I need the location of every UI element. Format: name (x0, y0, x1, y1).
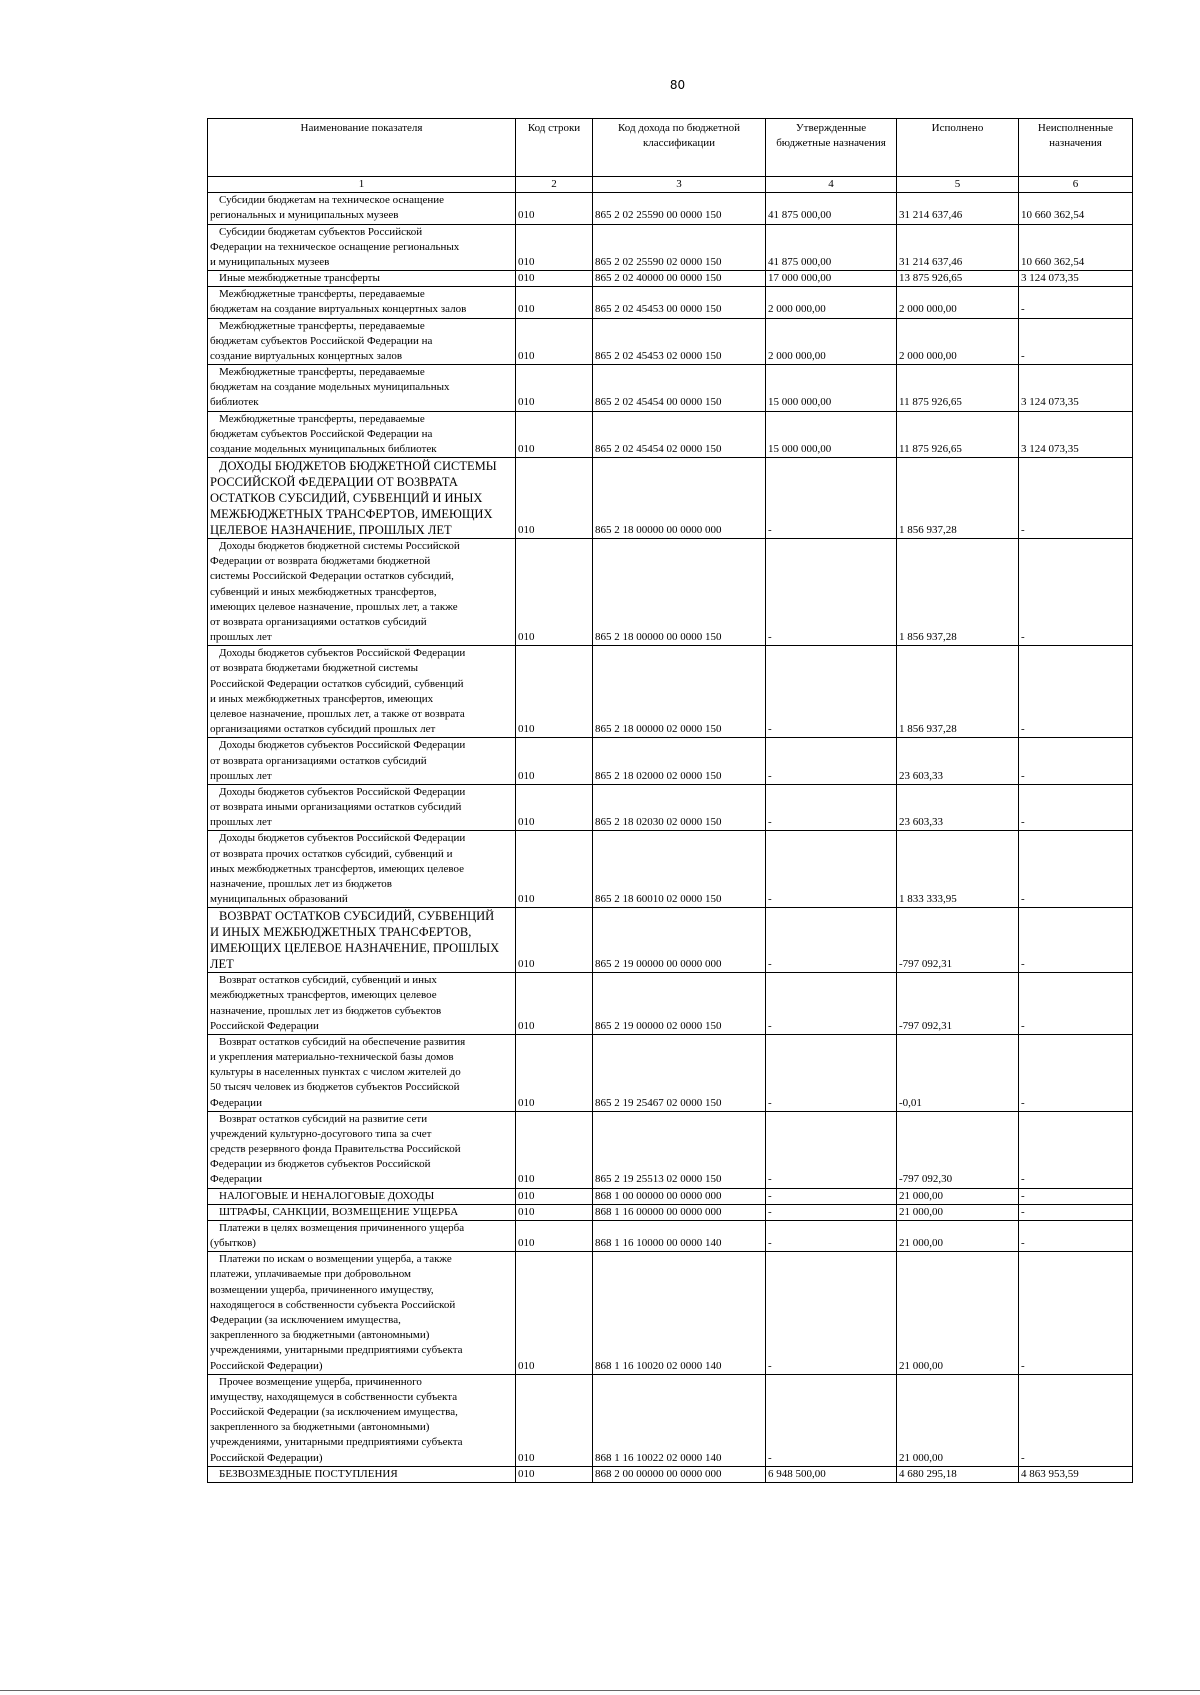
row-kbk: 868 1 00 00000 00 0000 000 (593, 1188, 766, 1204)
row-name-line: Прочее возмещение ущерба, причиненного (219, 1375, 422, 1388)
row-code: 010 (516, 1374, 593, 1466)
row-name-line: целевое назначение, прошлых лет, а также от возврата (210, 707, 465, 720)
row-executed: 31 214 637,46 (897, 224, 1019, 271)
row-unexecuted: - (1019, 831, 1133, 908)
row-name-line: Доходы бюджетов субъектов Российской Федерации (219, 785, 466, 798)
row-name-line: и укрепления материально-технической базы домов (210, 1051, 454, 1064)
row-code: 010 (516, 224, 593, 271)
row-executed: 23 603,33 (897, 738, 1019, 785)
row-approved: - (766, 908, 897, 973)
row-name-line: прошлых лет (210, 631, 272, 644)
row-unexecuted: - (1019, 1252, 1133, 1374)
row-executed: 1 856 937,28 (897, 539, 1019, 646)
row-name-line: Российской Федерации) (210, 1451, 323, 1464)
row-name-line: иных межбюджетных трансфертов, имеющих целевое (210, 862, 465, 875)
row-unexecuted: 10 660 362,54 (1019, 193, 1133, 224)
row-kbk: 868 2 00 00000 00 0000 000 (593, 1466, 766, 1482)
row-executed: 2 000 000,00 (897, 318, 1019, 365)
row-approved: 2 000 000,00 (766, 318, 897, 365)
table-body (208, 193, 1133, 1483)
table-row (208, 1188, 1133, 1204)
table-row (208, 539, 1133, 646)
row-code: 010 (516, 193, 593, 224)
row-name-line: Субсидии бюджетам на техническое оснащение (219, 194, 445, 207)
row-name-line: средств резервного фонда Правительства Российской (210, 1143, 461, 1156)
row-kbk: 868 1 16 10020 02 0000 140 (593, 1252, 766, 1374)
row-name-line: от возврата организациями остатков субсидий (210, 754, 427, 767)
row-name-line: имеющих целевое назначение, прошлых лет, а также (210, 600, 458, 613)
row-unexecuted: 3 124 073,35 (1019, 411, 1133, 458)
row-name-line: назначение, прошлых лет из бюджетов (210, 877, 392, 890)
row-name (208, 318, 516, 365)
table-row (208, 738, 1133, 785)
row-approved: - (766, 1374, 897, 1466)
row-executed: 23 603,33 (897, 784, 1019, 831)
row-kbk: 865 2 18 00000 00 0000 150 (593, 539, 766, 646)
table-row (208, 287, 1133, 318)
row-code: 010 (516, 1111, 593, 1188)
row-name-line: библиотек (210, 396, 259, 409)
row-approved: 41 875 000,00 (766, 224, 897, 271)
row-name-line: бюджетам на создание виртуальных концертных залов (210, 303, 467, 316)
row-name-line: Федерации (210, 1096, 262, 1109)
row-name (208, 287, 516, 318)
row-approved: - (766, 973, 897, 1035)
row-name-line: ДОХОДЫ БЮДЖЕТОВ БЮДЖЕТНОЙ СИСТЕМЫ (219, 459, 497, 474)
row-name-line: И ИНЫХ МЕЖБЮДЖЕТНЫХ ТРАНСФЕРТОВ, (210, 925, 472, 940)
row-approved: - (766, 738, 897, 785)
row-approved: - (766, 1220, 897, 1251)
row-executed: 11 875 926,65 (897, 411, 1019, 458)
budget-report-table (207, 118, 1133, 1483)
row-name-line: и иных межбюджетных трансфертов, имеющих (210, 692, 434, 705)
row-code: 010 (516, 784, 593, 831)
row-name-line: Российской Федерации (210, 1019, 319, 1032)
row-name-line: организациями остатков субсидий прошлых лет (210, 723, 436, 736)
row-kbk: 865 2 02 45454 02 0000 150 (593, 411, 766, 458)
row-name-line: Возврат остатков субсидий на развитие сети (219, 1112, 428, 1125)
row-name-line: учреждений культурно-досугового типа за счет (210, 1127, 432, 1140)
table-row (208, 271, 1133, 287)
row-code: 010 (516, 973, 593, 1035)
header-kbk: Код дохода по бюджетной классификации (593, 119, 766, 177)
row-name-line: находящегося в собственности субъекта Российской (210, 1298, 456, 1311)
row-name-line: Межбюджетные трансферты, передаваемые (219, 412, 425, 425)
row-name-line: МЕЖБЮДЖЕТНЫХ ТРАНСФЕРТОВ, ИМЕЮЩИХ (210, 507, 493, 522)
row-name-line: Субсидии бюджетам субъектов Российской (219, 225, 423, 238)
table-row (208, 411, 1133, 458)
row-code: 010 (516, 1252, 593, 1374)
table-row (208, 1204, 1133, 1220)
row-kbk: 865 2 02 25590 00 0000 150 (593, 193, 766, 224)
row-code: 010 (516, 646, 593, 738)
row-unexecuted: - (1019, 539, 1133, 646)
row-kbk: 865 2 18 60010 02 0000 150 (593, 831, 766, 908)
row-kbk: 865 2 18 00000 02 0000 150 (593, 646, 766, 738)
row-name (208, 224, 516, 271)
header-number: 3 (593, 177, 766, 193)
row-name-line: платежи, уплачиваемые при добровольном (210, 1268, 412, 1281)
row-name-line: 50 тысяч человек из бюджетов субъектов Российской (210, 1081, 460, 1094)
row-executed: -797 092,31 (897, 973, 1019, 1035)
row-name-line: бюджетам субъектов Российской Федерации на (210, 427, 433, 440)
row-name (208, 831, 516, 908)
row-kbk: 865 2 18 02000 02 0000 150 (593, 738, 766, 785)
table-row (208, 784, 1133, 831)
row-name-line: Доходы бюджетов субъектов Российской Федерации (219, 832, 466, 845)
row-approved: 2 000 000,00 (766, 287, 897, 318)
row-name-line: от возврата иными организациями остатков субсидий (210, 801, 462, 814)
row-code: 010 (516, 908, 593, 973)
row-name-line: имуществу, находящемуся в собственности субъекта (210, 1390, 458, 1403)
row-name-line: межбюджетных трансфертов, имеющих целевое (210, 989, 437, 1002)
page-bottom-rule (0, 1690, 1200, 1691)
row-name (208, 908, 516, 973)
row-approved: 41 875 000,00 (766, 193, 897, 224)
row-name-line: Платежи по искам о возмещении ущерба, а также (219, 1253, 452, 1266)
row-name (208, 539, 516, 646)
row-unexecuted: - (1019, 738, 1133, 785)
row-name-line: Федерации (за исключением имущества, (210, 1314, 401, 1326)
row-name-line: БЕЗВОЗМЕЗДНЫЕ ПОСТУПЛЕНИЯ (219, 1467, 398, 1480)
row-approved: 15 000 000,00 (766, 411, 897, 458)
row-name-line: Федерации на техническое оснащение региональных (210, 240, 460, 253)
row-name-line: создание виртуальных концертных залов (210, 349, 403, 362)
row-executed: 21 000,00 (897, 1252, 1019, 1374)
header-row (208, 119, 1133, 177)
row-approved: - (766, 458, 897, 539)
row-executed: 21 000,00 (897, 1220, 1019, 1251)
row-code: 010 (516, 1034, 593, 1111)
row-approved: - (766, 1188, 897, 1204)
table-row (208, 458, 1133, 539)
row-approved: - (766, 1034, 897, 1111)
row-approved: - (766, 831, 897, 908)
row-executed: -0,01 (897, 1034, 1019, 1111)
row-kbk: 865 2 19 25467 02 0000 150 (593, 1034, 766, 1111)
row-name-line: системы Российской Федерации остатков субсидий, (210, 570, 454, 583)
row-name-line: ВОЗВРАТ ОСТАТКОВ СУБСИДИЙ, СУБВЕНЦИЙ (219, 909, 495, 924)
row-executed: 13 875 926,65 (897, 271, 1019, 287)
row-name-line: возмещении ущерба, причиненного имуществу, (210, 1283, 434, 1296)
row-approved: 17 000 000,00 (766, 271, 897, 287)
row-name-line: Межбюджетные трансферты, передаваемые (219, 288, 425, 301)
table-row (208, 193, 1133, 224)
row-kbk: 868 1 16 00000 00 0000 000 (593, 1204, 766, 1220)
header-code: Код строки (516, 119, 593, 177)
row-code: 010 (516, 287, 593, 318)
row-name (208, 458, 516, 539)
row-unexecuted: - (1019, 973, 1133, 1035)
header-number: 5 (897, 177, 1019, 193)
row-unexecuted: - (1019, 318, 1133, 365)
row-approved: - (766, 539, 897, 646)
row-name-line: Возврат остатков субсидий на обеспечение развития (219, 1035, 466, 1048)
row-unexecuted: 4 863 953,59 (1019, 1466, 1133, 1482)
row-approved: - (766, 1111, 897, 1188)
row-name (208, 1034, 516, 1111)
row-executed: 11 875 926,65 (897, 365, 1019, 412)
row-executed: 2 000 000,00 (897, 287, 1019, 318)
header-number: 6 (1019, 177, 1133, 193)
row-unexecuted: - (1019, 1204, 1133, 1220)
row-name (208, 738, 516, 785)
row-kbk: 868 1 16 10022 02 0000 140 (593, 1374, 766, 1466)
row-name (208, 1374, 516, 1466)
row-name (208, 271, 516, 287)
header-number: 2 (516, 177, 593, 193)
row-name (208, 784, 516, 831)
row-name-line: Российской Федерации остатков субсидий, субвенций (210, 677, 464, 690)
row-name (208, 646, 516, 738)
row-kbk: 865 2 19 00000 02 0000 150 (593, 973, 766, 1035)
row-name-line: культуры в населенных пунктах с числом жителей до (210, 1066, 461, 1079)
row-unexecuted: 3 124 073,35 (1019, 271, 1133, 287)
row-name-line: Федерации от возврата бюджетами бюджетной (210, 555, 431, 568)
table-row (208, 318, 1133, 365)
table-row (208, 224, 1133, 271)
table-row (208, 908, 1133, 973)
row-kbk: 865 2 19 00000 00 0000 000 (593, 908, 766, 973)
row-kbk: 865 2 02 45454 00 0000 150 (593, 365, 766, 412)
row-name-line: ШТРАФЫ, САНКЦИИ, ВОЗМЕЩЕНИЕ УЩЕРБА (219, 1205, 459, 1218)
row-executed: 31 214 637,46 (897, 193, 1019, 224)
row-name-line: муниципальных образований (210, 893, 348, 906)
row-name-line: Федерации (210, 1173, 262, 1186)
row-executed: -797 092,30 (897, 1111, 1019, 1188)
row-unexecuted: 3 124 073,35 (1019, 365, 1133, 412)
row-name-line: Платежи в целях возмещения причиненного ущерба (219, 1221, 465, 1234)
row-name-line: от возврата бюджетами бюджетной системы (210, 662, 419, 675)
row-name-line: и муниципальных музеев (210, 255, 330, 268)
header-number-row (208, 177, 1133, 193)
row-code: 010 (516, 458, 593, 539)
row-code: 010 (516, 831, 593, 908)
row-name (208, 973, 516, 1035)
row-name-line: учреждениями, унитарными предприятиями субъекта (210, 1344, 463, 1357)
row-approved: 15 000 000,00 (766, 365, 897, 412)
row-name-line: Межбюджетные трансферты, передаваемые (219, 366, 425, 379)
page-number: 80 (669, 78, 686, 92)
row-code: 010 (516, 411, 593, 458)
header-executed: Исполнено (897, 119, 1019, 177)
row-name-line: учреждениями, унитарными предприятиями субъекта (210, 1436, 463, 1449)
row-name-line: Иные межбюджетные трансферты (219, 272, 380, 285)
row-name-line: Доходы бюджетов бюджетной системы Российской (219, 540, 460, 553)
row-name-line: прошлых лет (210, 769, 272, 782)
row-name (208, 1252, 516, 1374)
table-row (208, 646, 1133, 738)
row-kbk: 865 2 18 02030 02 0000 150 (593, 784, 766, 831)
row-name-line: бюджетам субъектов Российской Федерации на (210, 334, 433, 347)
row-executed: 21 000,00 (897, 1204, 1019, 1220)
row-unexecuted: - (1019, 1188, 1133, 1204)
row-name-line: РОССИЙСКОЙ ФЕДЕРАЦИИ ОТ ВОЗВРАТА (210, 475, 458, 490)
row-name-line: Возврат остатков субсидий, субвенций и иных (219, 974, 437, 987)
table-row (208, 1374, 1133, 1466)
row-kbk: 865 2 02 40000 00 0000 150 (593, 271, 766, 287)
row-name-line: региональных и муниципальных музеев (210, 209, 399, 222)
row-name-line: бюджетам на создание модельных муниципальных (210, 381, 450, 394)
row-kbk: 868 1 16 10000 00 0000 140 (593, 1220, 766, 1251)
header-number: 4 (766, 177, 897, 193)
row-code: 010 (516, 1220, 593, 1251)
row-name-line: Межбюджетные трансферты, передаваемые (219, 319, 425, 332)
table-row (208, 831, 1133, 908)
table-row (208, 1252, 1133, 1374)
table-row (208, 973, 1133, 1035)
row-name-line: от возврата организациями остатков субсидий (210, 615, 427, 628)
row-name-line: ЦЕЛЕВОЕ НАЗНАЧЕНИЕ, ПРОШЛЫХ ЛЕТ (210, 523, 452, 538)
row-code: 010 (516, 1466, 593, 1482)
row-executed: 21 000,00 (897, 1374, 1019, 1466)
row-approved: - (766, 646, 897, 738)
row-name (208, 411, 516, 458)
table-row (208, 1034, 1133, 1111)
row-name-line: ИМЕЮЩИХ ЦЕЛЕВОЕ НАЗНАЧЕНИЕ, ПРОШЛЫХ (210, 941, 500, 956)
row-executed: 4 680 295,18 (897, 1466, 1019, 1482)
row-name-line: ОСТАТКОВ СУБСИДИЙ, СУБВЕНЦИЙ И ИНЫХ (210, 491, 483, 506)
row-name (208, 1220, 516, 1251)
row-kbk: 865 2 19 25513 02 0000 150 (593, 1111, 766, 1188)
table-row (208, 365, 1133, 412)
row-kbk: 865 2 18 00000 00 0000 000 (593, 458, 766, 539)
row-name (208, 193, 516, 224)
row-name-line: Доходы бюджетов субъектов Российской Федерации (219, 739, 466, 752)
row-name (208, 365, 516, 412)
row-approved: - (766, 1204, 897, 1220)
row-unexecuted: - (1019, 646, 1133, 738)
row-name-line: субвенций и иных межбюджетных трансфертов, (210, 585, 437, 598)
row-code: 010 (516, 1188, 593, 1204)
row-name-line: ЛЕТ (210, 957, 234, 972)
row-executed: 1 833 333,95 (897, 831, 1019, 908)
row-name-line: НАЛОГОВЫЕ И НЕНАЛОГОВЫЕ ДОХОДЫ (219, 1189, 435, 1202)
row-approved: 6 948 500,00 (766, 1466, 897, 1482)
row-executed: 1 856 937,28 (897, 646, 1019, 738)
row-code: 010 (516, 539, 593, 646)
header-unexecuted: Неисполненные назначения (1019, 119, 1133, 177)
row-unexecuted: - (1019, 458, 1133, 539)
row-name-line: от возврата прочих остатков субсидий, субвенций и (210, 847, 453, 860)
row-name-line: создание модельных муниципальных библиотек (210, 442, 437, 455)
row-unexecuted: 10 660 362,54 (1019, 224, 1133, 271)
header-name: Наименование показателя (208, 119, 516, 177)
row-unexecuted: - (1019, 1220, 1133, 1251)
row-code: 010 (516, 318, 593, 365)
row-unexecuted: - (1019, 1374, 1133, 1466)
row-approved: - (766, 784, 897, 831)
row-unexecuted: - (1019, 287, 1133, 318)
row-unexecuted: - (1019, 1034, 1133, 1111)
row-code: 010 (516, 271, 593, 287)
row-unexecuted: - (1019, 908, 1133, 973)
row-name-line: Российской Федерации) (210, 1359, 323, 1372)
row-name-line: назначение, прошлых лет из бюджетов субъектов (210, 1004, 442, 1017)
row-name-line: прошлых лет (210, 816, 272, 829)
row-name (208, 1204, 516, 1220)
row-unexecuted: - (1019, 784, 1133, 831)
row-code: 010 (516, 738, 593, 785)
row-name (208, 1466, 516, 1482)
row-name (208, 1188, 516, 1204)
table-row (208, 1220, 1133, 1251)
row-name-line: Российской Федерации (за исключением имущества, (210, 1406, 458, 1419)
row-name-line: Федерации из бюджетов субъектов Российской (210, 1158, 431, 1171)
row-code: 010 (516, 365, 593, 412)
table-row (208, 1111, 1133, 1188)
row-executed: 21 000,00 (897, 1188, 1019, 1204)
header-approved: Утвержденные бюджетные назначения (766, 119, 897, 177)
row-kbk: 865 2 02 25590 02 0000 150 (593, 224, 766, 271)
table-row (208, 1466, 1133, 1482)
row-code: 010 (516, 1204, 593, 1220)
row-executed: -797 092,31 (897, 908, 1019, 973)
row-approved: - (766, 1252, 897, 1374)
row-name-line: Доходы бюджетов субъектов Российской Федерации (219, 647, 466, 660)
header-number: 1 (208, 177, 516, 193)
row-name-line: закрепленного за бюджетными (автономными) (210, 1421, 430, 1434)
row-name-line: (убытков) (210, 1237, 256, 1250)
row-name-line: закрепленного за бюджетными (автономными) (210, 1329, 430, 1342)
row-kbk: 865 2 02 45453 02 0000 150 (593, 318, 766, 365)
row-kbk: 865 2 02 45453 00 0000 150 (593, 287, 766, 318)
row-executed: 1 856 937,28 (897, 458, 1019, 539)
row-name (208, 1111, 516, 1188)
row-unexecuted: - (1019, 1111, 1133, 1188)
